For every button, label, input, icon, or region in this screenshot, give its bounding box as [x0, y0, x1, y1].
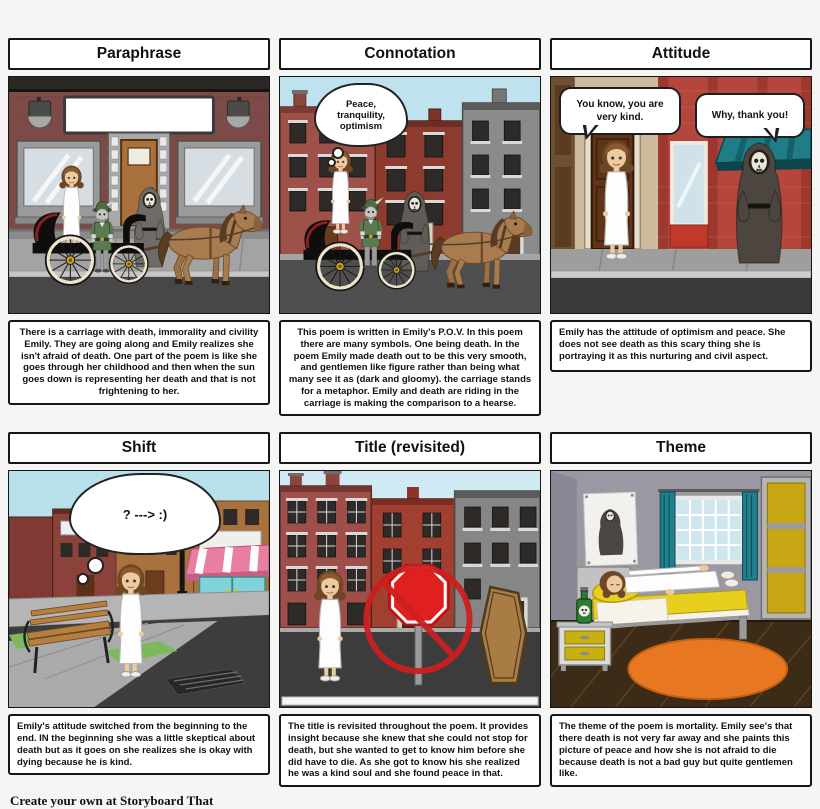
panel-title-text: Theme — [656, 439, 706, 457]
description-text: This poem is written in Emily's P.O.V. In this poem there are many symbols. One being death. In the poem Emily made death out to be this very smooth, and gentlemen like figure rather than being what many see it as (dark and gloomy). the carriage stands for a metaphor. Emily and death are riding in the carriage is making the comparison to a hearse. — [288, 327, 532, 409]
thought-bubble — [314, 83, 408, 147]
panel-title-revisited — [279, 432, 541, 787]
scene-connotation — [279, 76, 541, 314]
thought-text: Peace, tranquility, optimism — [337, 98, 385, 132]
panel-description-paraphrase — [8, 320, 270, 405]
scene-paraphrase-art — [9, 77, 269, 313]
thought-text: ? ---> :) — [122, 506, 168, 522]
scene-paraphrase — [8, 76, 270, 314]
panel-title-title-revisited — [279, 432, 541, 464]
panel-description-title-revisited — [279, 714, 541, 787]
nightstand — [557, 622, 613, 671]
panel-paraphrase — [8, 38, 270, 405]
panel-title-text: Attitude — [651, 45, 711, 62]
road — [9, 277, 269, 313]
thought-trail-dot — [327, 158, 336, 167]
pink-awning — [186, 545, 269, 581]
side-wall — [551, 471, 577, 631]
panel-title-paraphrase — [8, 38, 270, 70]
description-text: Emily's attitude switched from the beginning to the end. IN the beginning she was a little skeptical about death but as it goes on she realizes she is okay with dying because he is kind. — [17, 721, 256, 768]
panel-title-text: Shift — [121, 439, 157, 457]
scene-theme — [550, 470, 812, 708]
thought-trail-dot — [332, 147, 344, 159]
scene-title-revisited — [279, 470, 541, 708]
scene-attitude — [550, 76, 812, 314]
death-poster — [584, 492, 638, 566]
speech-bubble-emily — [559, 87, 681, 135]
panel-title-shift — [8, 432, 270, 464]
panel-shift — [8, 432, 270, 775]
bookshelf — [761, 477, 811, 619]
scene-theme-art — [551, 471, 811, 707]
panel-title-text: Title (revisited) — [355, 439, 465, 457]
thought-bubble — [69, 473, 221, 555]
storyboard-credit: Create your own at Storyboard That — [10, 793, 214, 809]
rug — [628, 639, 787, 699]
description-text: The theme of the poem is mortality. Emily see's that there death is not very far away and she paints this picture of peace and how she is not afraid to die because death is not a bad guy but quite gentlemen like. — [559, 721, 793, 780]
speech-text: You know, you are very kind. — [576, 99, 664, 123]
panel-theme — [550, 432, 812, 787]
description-text: The title is revisited throughout the poem. It provides insight because she knew that she could not stop for death, but she wanted to get to know him before she did have to die. As she got to know his she realized he was a kind soul and she found peace in that. — [288, 721, 529, 780]
shop-window-right — [176, 141, 263, 224]
panel-connotation — [279, 38, 541, 416]
panel-title-connotation — [279, 38, 541, 70]
panel-title-attitude — [550, 38, 812, 70]
display-window — [670, 143, 708, 247]
storefront-sign — [65, 97, 214, 133]
death-character — [737, 143, 782, 263]
scene-shift — [8, 470, 270, 708]
coffin — [480, 587, 526, 683]
panel-title-text: Paraphrase — [96, 45, 182, 62]
panel-attitude — [550, 38, 812, 372]
speech-text: Why, thank you! — [711, 110, 789, 121]
wall-lamp-left — [28, 97, 52, 128]
scene-title-revisited-art — [280, 471, 540, 707]
far-left-building — [9, 517, 53, 605]
description-text: Emily has the attitude of optimism and peace. She does not see death as this scary thing she is portraying it as this nurturing and civil aspect. — [559, 327, 786, 362]
speech-bubble-death — [695, 93, 805, 138]
description-text: There is a carriage with death, immorality and civility Emily. They are going along and Emily realizes she isn't afraid of death. One part of the poem is like she goes through her childhood and then when the sun goes down is representing her death and that is not frightening to her. — [19, 327, 259, 397]
wall-lamp-right — [226, 97, 250, 128]
road — [551, 278, 811, 313]
panel-description-connotation — [279, 320, 541, 416]
bottom-strip — [282, 697, 538, 705]
panel-title-text: Connotation — [364, 45, 456, 62]
shop-window-left — [15, 141, 102, 224]
panel-description-theme — [550, 714, 812, 787]
panel-title-theme — [550, 432, 812, 464]
panel-description-attitude — [550, 320, 812, 372]
panel-description-shift — [8, 714, 270, 775]
